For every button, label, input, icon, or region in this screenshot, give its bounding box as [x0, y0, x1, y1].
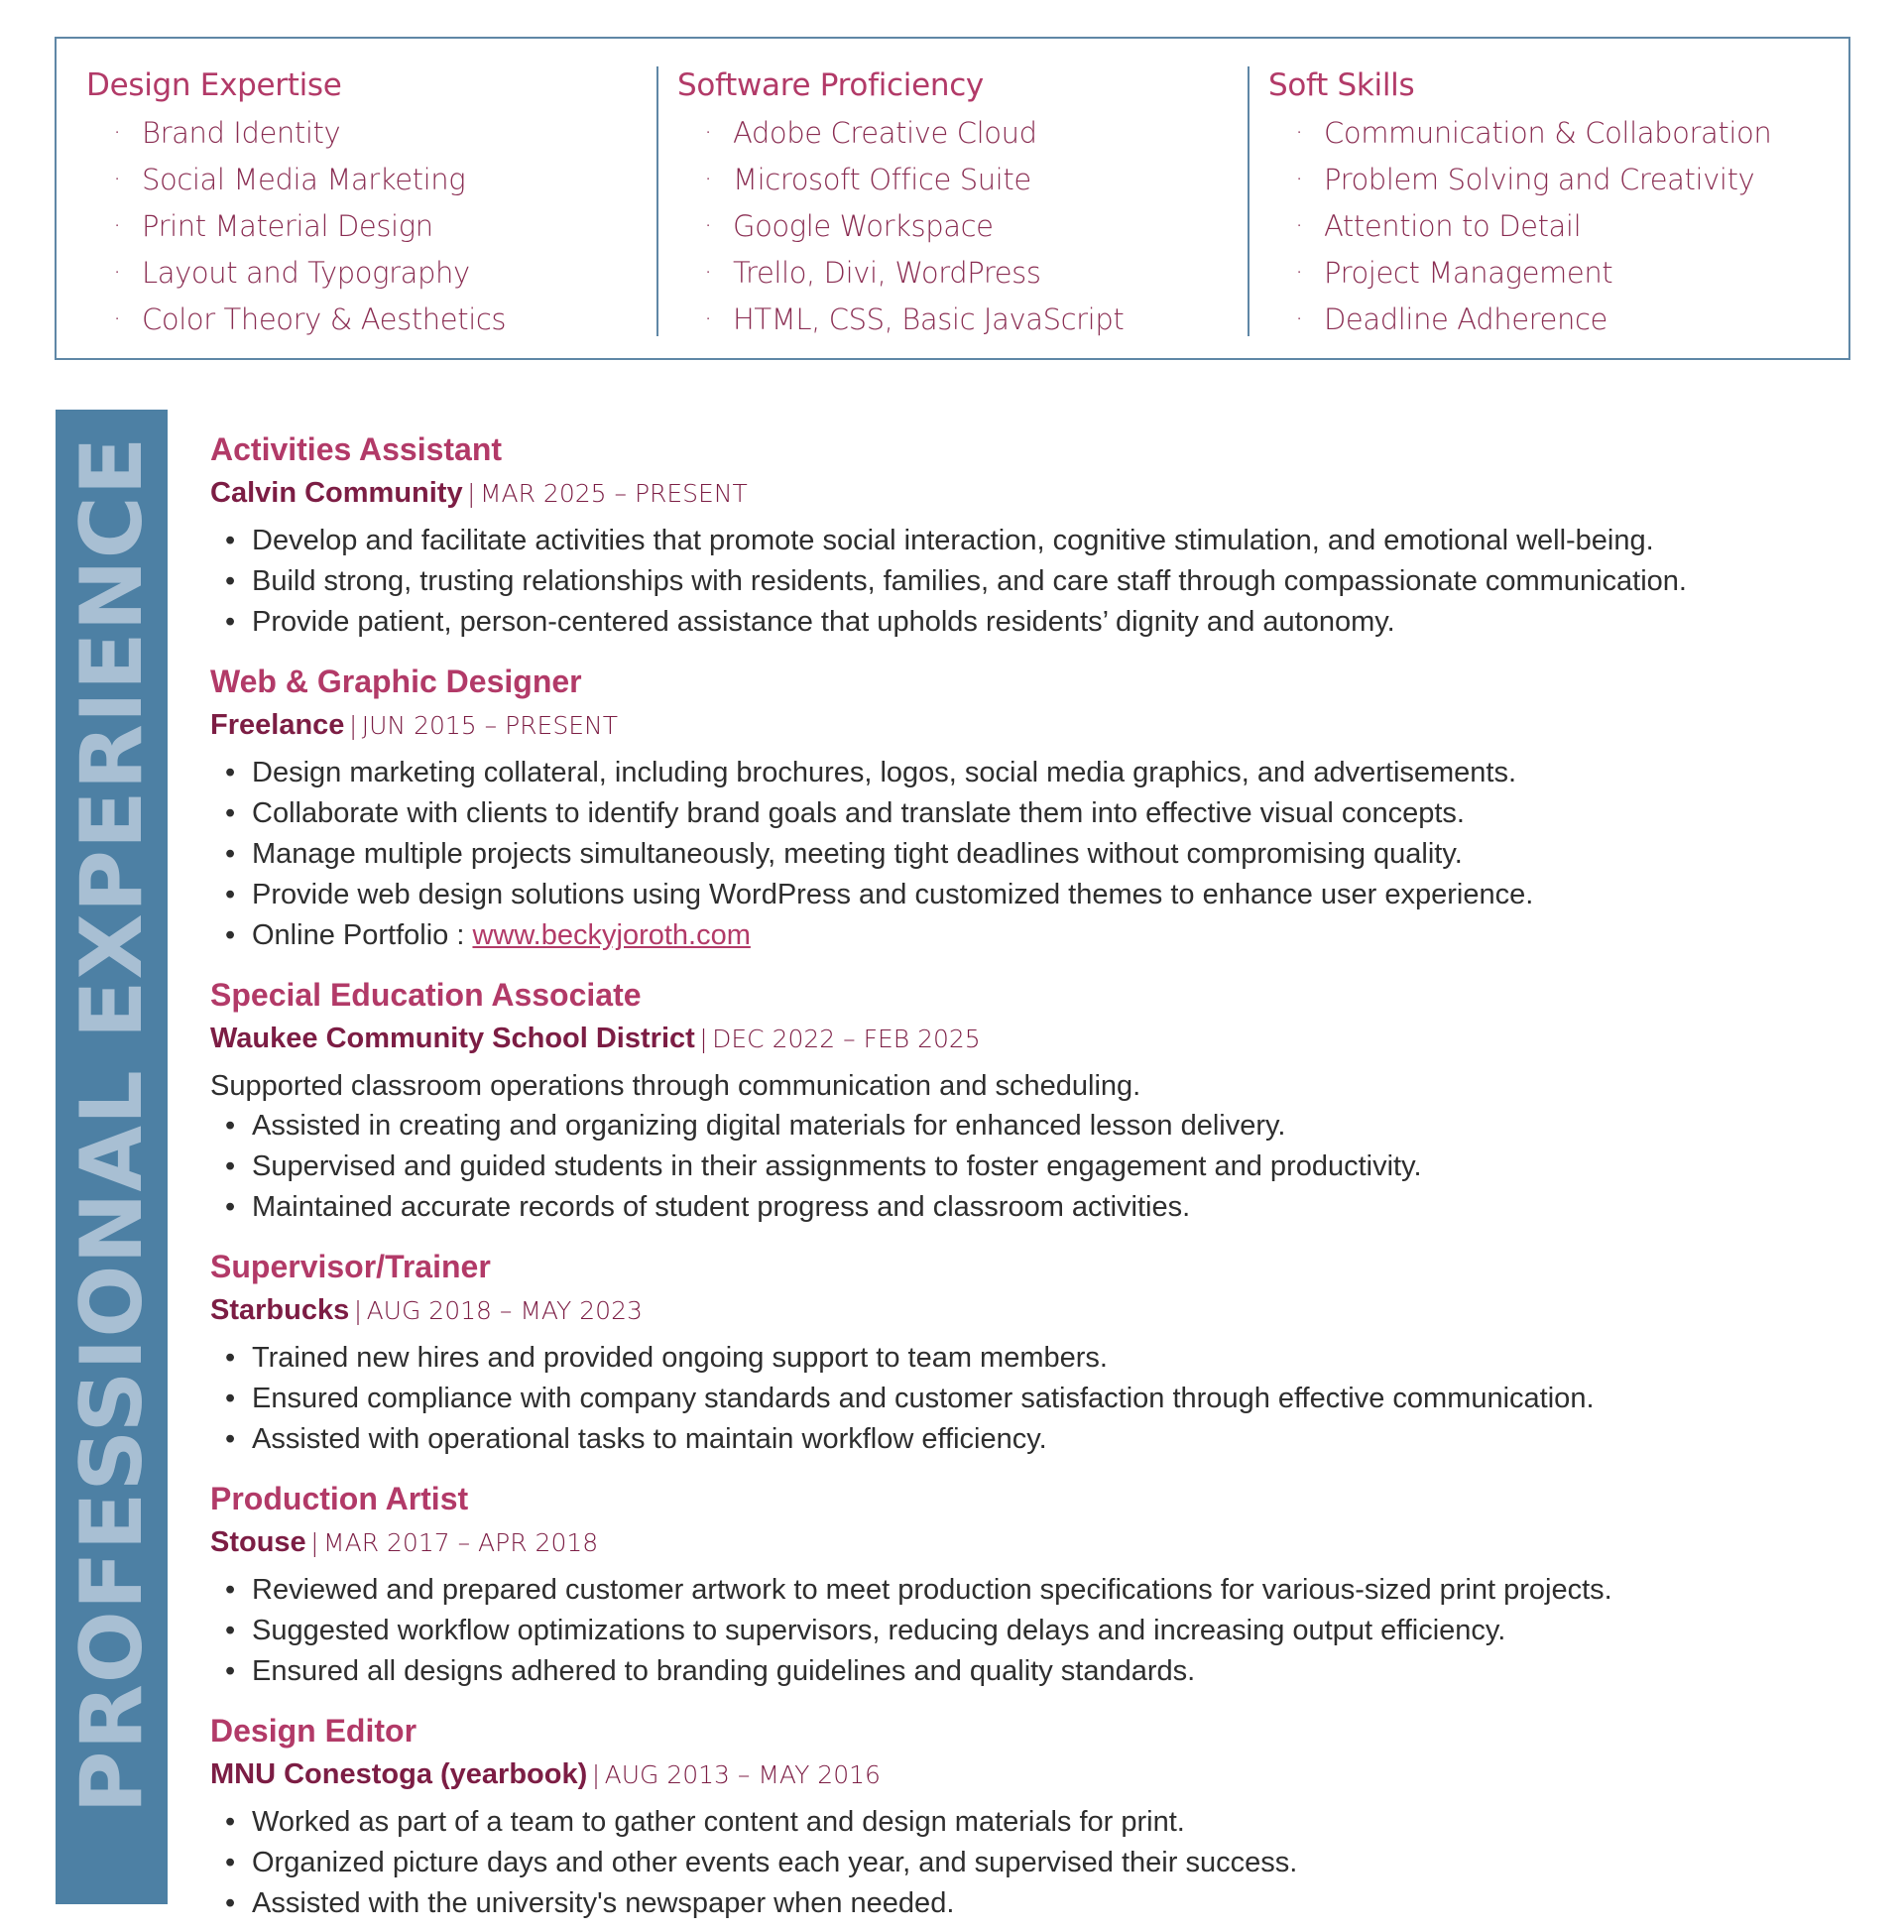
skills-column-software — [677, 66, 1233, 336]
skill-label: HTML, CSS, Basic JavaScript — [733, 302, 1125, 336]
job-dates: MAR 2025 – PRESENT — [479, 479, 748, 508]
job-bullet — [210, 1379, 1846, 1419]
job-entry — [210, 661, 1846, 956]
job-entry — [210, 1478, 1846, 1692]
job-bullet — [210, 1187, 1846, 1228]
skill-item — [86, 157, 642, 203]
skill-item — [1268, 203, 1824, 250]
skill-item — [86, 110, 642, 157]
company-line — [210, 470, 1846, 521]
job-bullets — [210, 1802, 1846, 1924]
job-title: Special Education Associate — [210, 977, 642, 1013]
job-bullet — [210, 1147, 1846, 1187]
skill-label: Google Workspace — [733, 209, 994, 243]
company-name: Calvin Community — [210, 477, 463, 509]
bullet-dot: · — [113, 211, 121, 241]
skill-item — [677, 250, 1233, 297]
bullet-dot: · — [1295, 258, 1303, 288]
job-bullets — [210, 1106, 1846, 1228]
skills-column-design — [86, 66, 642, 336]
skill-item — [1268, 250, 1824, 297]
bullet-text: Ensured all designs adhered to branding guidelines and quality standards. — [252, 1655, 1196, 1687]
bullet-text: Suggested workflow optimizations to supervisors, reducing delays and increasing output efficiency. — [252, 1615, 1506, 1646]
skill-label: Attention to Detail — [1324, 209, 1582, 243]
company-name: Freelance — [210, 709, 345, 741]
company-name: Waukee Community School District — [210, 1023, 695, 1054]
job-bullet — [210, 1419, 1846, 1460]
bullet-text: Design marketing collateral, including brochures, logos, social media graphics, and advertisements. — [252, 757, 1517, 788]
bullet-dot: • — [225, 1150, 236, 1182]
job-dates: JUN 2015 – PRESENT — [361, 711, 618, 740]
company-line — [210, 1287, 1846, 1338]
separator: | — [467, 479, 476, 508]
portfolio-link[interactable]: www.beckyjoroth.com — [472, 919, 751, 951]
separator: | — [699, 1025, 708, 1053]
bullet-text: Supervised and guided students in their assignments to foster engagement and productivity. — [252, 1150, 1422, 1182]
skills-list — [86, 110, 642, 343]
job-title: Supervisor/Trainer — [210, 1249, 491, 1284]
skills-list — [677, 110, 1233, 343]
bullet-text: Provide web design solutions using WordPress and customized themes to enhance user experience. — [252, 879, 1534, 910]
bullet-text: Collaborate with clients to identify brand goals and translate them into effective visual concepts. — [252, 797, 1465, 829]
job-entry — [210, 1246, 1846, 1460]
company-line — [210, 1751, 1846, 1802]
job-title: Activities Assistant — [210, 431, 503, 467]
job-bullet — [210, 753, 1846, 793]
company-name: Stouse — [210, 1526, 306, 1558]
bullet-text: Ensured compliance with company standards and customer satisfaction through effective communication. — [252, 1383, 1595, 1414]
bullet-text: Organized picture days and other events each year, and supervised their success. — [252, 1847, 1298, 1878]
bullet-dot: • — [225, 565, 236, 597]
job-bullet — [210, 1883, 1846, 1924]
skill-label: Microsoft Office Suite — [733, 163, 1031, 196]
bullet-dot: · — [704, 118, 712, 148]
column-divider — [656, 66, 658, 336]
skill-item — [1268, 157, 1824, 203]
bullet-dot: • — [225, 1342, 236, 1374]
bullet-dot: · — [113, 304, 121, 334]
job-dates: DEC 2022 – FEB 2025 — [712, 1025, 981, 1053]
skill-item — [677, 203, 1233, 250]
skill-label: Brand Identity — [142, 116, 341, 150]
bullet-text: Assisted with operational tasks to maintain workflow efficiency. — [252, 1423, 1047, 1455]
job-bullet — [210, 602, 1846, 643]
skills-box — [55, 37, 1850, 360]
company-line — [210, 1016, 1846, 1066]
company-name: MNU Conestoga (yearbook) — [210, 1758, 588, 1790]
bullet-dot: • — [225, 879, 236, 910]
skill-item — [677, 110, 1233, 157]
skills-column-soft — [1268, 66, 1824, 336]
bullet-dot: · — [704, 211, 712, 241]
skill-item — [677, 157, 1233, 203]
job-title: Production Artist — [210, 1481, 469, 1516]
bullet-dot: • — [225, 1423, 236, 1455]
bullet-dot: · — [1295, 304, 1303, 334]
skills-heading: Soft Skills — [1268, 67, 1415, 103]
bullet-text: Build strong, trusting relationships with residents, families, and care staff through compassionate communication. — [252, 565, 1687, 597]
bullet-dot: • — [225, 757, 236, 788]
skill-label: Deadline Adherence — [1324, 302, 1607, 336]
skills-heading: Design Expertise — [86, 67, 342, 103]
bullet-dot: • — [225, 1615, 236, 1646]
skill-label: Trello, Divi, WordPress — [733, 256, 1041, 290]
separator: | — [310, 1528, 319, 1557]
bullet-dot: · — [113, 118, 121, 148]
job-bullet — [210, 834, 1846, 875]
job-bullet — [210, 1106, 1846, 1147]
bullet-text: Trained new hires and provided ongoing support to team members. — [252, 1342, 1108, 1374]
bullet-dot: • — [225, 1655, 236, 1687]
skill-item — [677, 297, 1233, 343]
bullet-text: Assisted in creating and organizing digital materials for enhanced lesson delivery. — [252, 1110, 1286, 1142]
bullet-dot: · — [113, 258, 121, 288]
bullet-dot: • — [225, 1806, 236, 1838]
bullet-text: Provide patient, person-centered assistance that upholds residents’ dignity and autonomy. — [252, 606, 1395, 638]
bullet-dot: • — [225, 525, 236, 556]
bullet-dot: · — [704, 304, 712, 334]
job-bullets — [210, 753, 1846, 956]
job-entry — [210, 428, 1846, 643]
job-entry — [210, 1710, 1846, 1924]
job-title: Web & Graphic Designer — [210, 664, 582, 699]
bullet-text: Manage multiple projects simultaneously, meeting tight deadlines without compromising quality. — [252, 838, 1463, 870]
bullet-text: Maintained accurate records of student progress and classroom activities. — [252, 1191, 1191, 1223]
bullet-dot: • — [225, 1383, 236, 1414]
skill-label: Communication & Collaboration — [1324, 116, 1772, 150]
bullet-dot: · — [1295, 165, 1303, 194]
job-entry — [210, 974, 1846, 1228]
job-summary: Supported classroom operations through communication and scheduling. — [210, 1070, 1141, 1102]
bullet-dot: • — [225, 1887, 236, 1919]
bullet-dot: · — [1295, 211, 1303, 241]
skill-item — [1268, 110, 1824, 157]
separator: | — [591, 1760, 601, 1789]
skill-label: Layout and Typography — [142, 256, 470, 290]
job-bullet — [210, 793, 1846, 834]
bullet-dot: • — [225, 1574, 236, 1606]
experience-list — [210, 428, 1846, 1932]
skill-label: Color Theory & Aesthetics — [142, 302, 507, 336]
job-bullet — [210, 1651, 1846, 1692]
skill-label: Adobe Creative Cloud — [733, 116, 1037, 150]
job-bullet — [210, 875, 1846, 915]
job-bullet — [210, 1611, 1846, 1651]
job-bullet — [210, 1338, 1846, 1379]
bullet-text: Worked as part of a team to gather content and design materials for print. — [252, 1806, 1185, 1838]
skill-item — [86, 203, 642, 250]
job-bullet — [210, 1802, 1846, 1843]
job-bullets — [210, 1570, 1846, 1692]
skill-label: Problem Solving and Creativity — [1324, 163, 1755, 196]
bullet-dot: · — [704, 165, 712, 194]
portfolio-label: Online Portfolio : — [252, 919, 473, 951]
company-line — [210, 1519, 1846, 1570]
bullet-dot: · — [1295, 118, 1303, 148]
skill-item — [86, 250, 642, 297]
bullet-dot: • — [225, 919, 236, 951]
job-title: Design Editor — [210, 1713, 417, 1749]
skills-heading: Software Proficiency — [677, 67, 984, 103]
skill-label: Social Media Marketing — [142, 163, 466, 196]
section-title: PROFESSIONAL EXPERIENCE — [61, 435, 162, 1814]
skills-list — [1268, 110, 1824, 343]
job-bullet — [210, 915, 1846, 956]
bullet-dot: • — [225, 797, 236, 829]
column-divider — [1248, 66, 1250, 336]
company-line — [210, 702, 1846, 753]
job-bullet — [210, 1570, 1846, 1611]
bullet-text: Reviewed and prepared customer artwork to meet production specifications for various-sized print projects. — [252, 1574, 1612, 1606]
separator: | — [348, 711, 358, 740]
bullet-dot: · — [113, 165, 121, 194]
skill-label: Project Management — [1324, 256, 1613, 290]
job-dates: MAR 2017 – APR 2018 — [323, 1528, 599, 1557]
job-bullet — [210, 561, 1846, 602]
job-dates: AUG 2018 – MAY 2023 — [366, 1296, 643, 1325]
bullet-text: Assisted with the university's newspaper when needed. — [252, 1887, 955, 1919]
bullet-dot: • — [225, 838, 236, 870]
job-bullets — [210, 521, 1846, 643]
skill-label: Print Material Design — [142, 209, 433, 243]
bullet-dot: • — [225, 606, 236, 638]
job-bullets — [210, 1338, 1846, 1460]
bullet-dot: • — [225, 1847, 236, 1878]
bullet-dot: • — [225, 1191, 236, 1223]
bullet-text: Develop and facilitate activities that promote social interaction, cognitive stimulation, and emotional well-being. — [252, 525, 1654, 556]
job-bullet — [210, 521, 1846, 561]
skill-item — [1268, 297, 1824, 343]
bullet-dot: · — [704, 258, 712, 288]
job-dates: AUG 2013 – MAY 2016 — [604, 1760, 881, 1789]
company-name: Starbucks — [210, 1294, 350, 1326]
skill-item — [86, 297, 642, 343]
separator: | — [353, 1296, 363, 1325]
job-bullet — [210, 1843, 1846, 1883]
bullet-dot: • — [225, 1110, 236, 1142]
